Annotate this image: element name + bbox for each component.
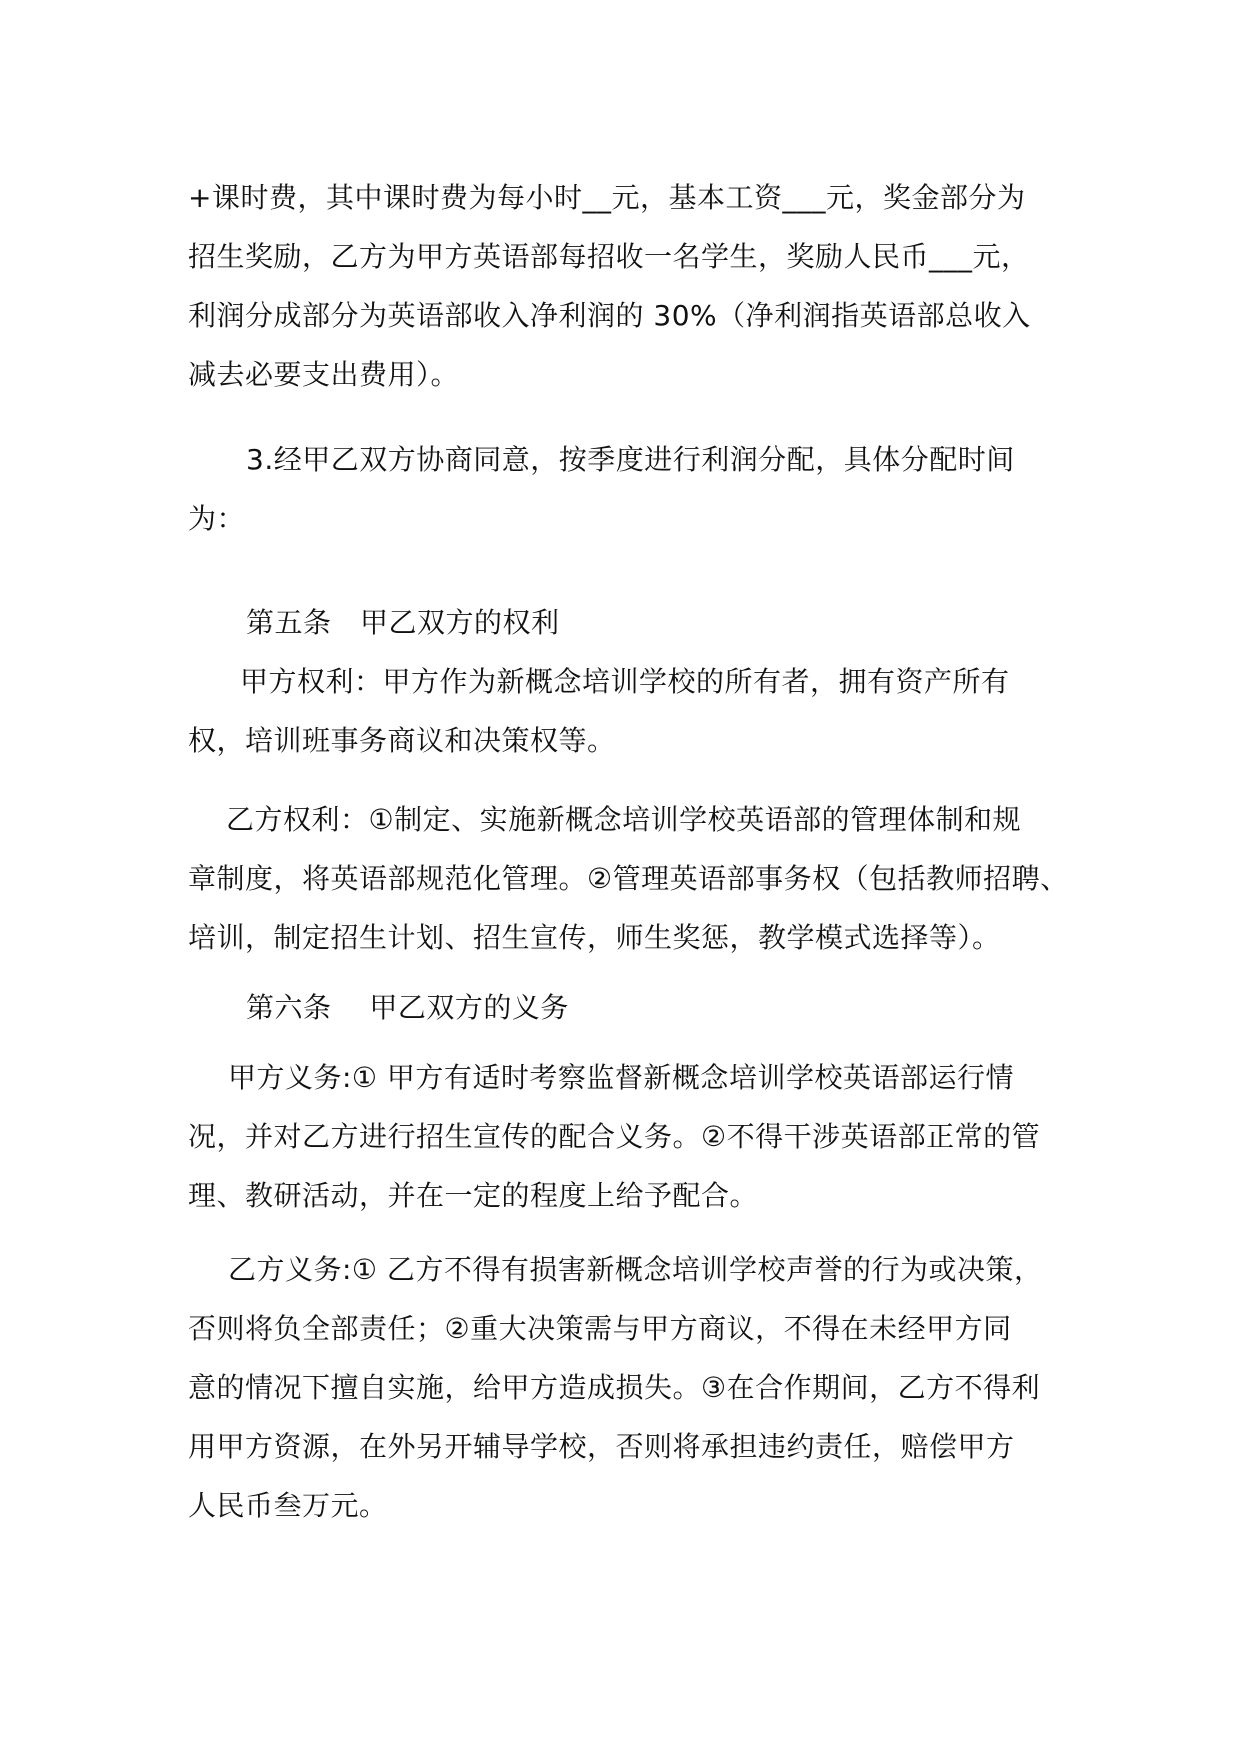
paragraph-line: 利润分成部分为英语部收入净利润的 30%（净利润指英语部总收入 xyxy=(188,299,1031,332)
section-heading: 第六条 甲乙双方的义务 xyxy=(246,991,569,1024)
paragraph-line: 甲方义务:① 甲方有适时考察监督新概念培训学校英语部运行情 xyxy=(228,1061,1014,1094)
section-heading: 第五条 甲乙双方的权利 xyxy=(246,606,560,639)
paragraph-line: 意的情况下擅自实施，给甲方造成损失。③在合作期间，乙方不得利 xyxy=(188,1371,1041,1404)
paragraph-line: 培训，制定招生计划、招生宣传，师生奖惩，教学模式选择等）。 xyxy=(188,921,1001,954)
paragraph-line: 否则将负全部责任；②重大决策需与甲方商议，不得在未经甲方同 xyxy=(188,1312,1012,1345)
paragraph-line: 乙方义务:① 乙方不得有损害新概念培训学校声誉的行为或决策， xyxy=(228,1253,1043,1286)
paragraph-line: 乙方权利：①制定、实施新概念培训学校英语部的管理体制和规 xyxy=(226,803,1022,836)
paragraph-line: +课时费，其中课时费为每小时__元，基本工资___元，奖金部分为 xyxy=(188,181,1026,214)
paragraph-line: 3.经甲乙双方协商同意，按季度进行利润分配，具体分配时间 xyxy=(246,443,1015,476)
paragraph-line: 权，培训班事务商议和决策权等。 xyxy=(188,724,616,757)
paragraph-line: 用甲方资源，在外另开辅导学校，否则将承担违约责任，赔偿甲方 xyxy=(188,1430,1015,1463)
paragraph-line: 人民币叁万元。 xyxy=(188,1489,388,1522)
paragraph-line: 章制度，将英语部规范化管理。②管理英语部事务权（包括教师招聘、 xyxy=(188,862,1069,895)
paragraph-line: 甲方权利：甲方作为新概念培训学校的所有者，拥有资产所有 xyxy=(240,665,1010,698)
paragraph-line: 招生奖励，乙方为甲方英语部每招收一名学生，奖励人民币___元， xyxy=(188,240,1030,273)
paragraph-line: 理、教研活动，并在一定的程度上给予配合。 xyxy=(188,1179,759,1212)
paragraph-line: 为： xyxy=(188,502,246,535)
paragraph-line: 况，并对乙方进行招生宣传的配合义务。②不得干涉英语部正常的管 xyxy=(188,1120,1041,1153)
paragraph-line: 减去必要支出费用）。 xyxy=(188,358,460,391)
